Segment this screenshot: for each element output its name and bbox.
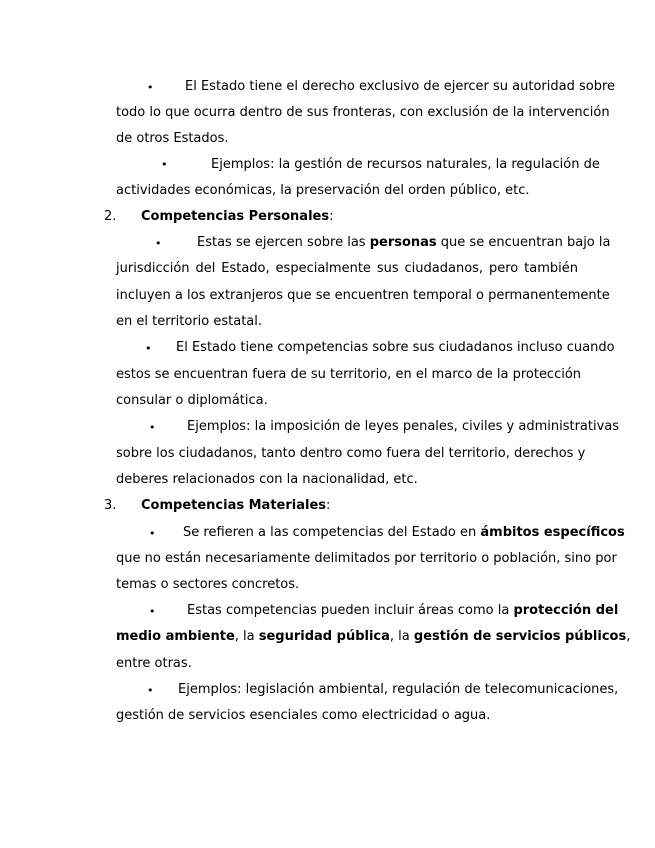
- paragraph-line: consular o diplomática.: [116, 393, 268, 408]
- bullet-marker: •: [155, 237, 162, 250]
- bullet-marker: •: [149, 605, 156, 618]
- text-run: , la: [234, 629, 259, 644]
- text-run: ,: [626, 629, 631, 644]
- bullet-marker: •: [161, 158, 168, 171]
- paragraph-line: [116, 629, 631, 645]
- bold-term: gestión de servicios públicos: [413, 629, 627, 644]
- bold-term: personas: [369, 235, 437, 250]
- text-run: , la: [389, 629, 414, 644]
- text-run: Se refieren a las competencias del Estado en: [183, 525, 481, 540]
- paragraph-line: entre otras.: [116, 656, 192, 671]
- paragraph-line: de otros Estados.: [116, 131, 229, 146]
- paragraph-line: deberes relacionados con la nacionalidad, etc.: [116, 472, 418, 487]
- bold-term: protección del: [513, 603, 619, 618]
- bullet-marker: •: [149, 527, 156, 540]
- paragraph-line: temas o sectores concretos.: [116, 577, 300, 592]
- paragraph-line: todo lo que ocurra dentro de sus fronteras, con exclusión de la intervención: [116, 105, 610, 120]
- text-run: Estas competencias pueden incluir áreas como la: [187, 603, 514, 618]
- bullet-marker: •: [147, 684, 154, 697]
- paragraph-line: Ejemplos: legislación ambiental, regulación de telecomunicaciones,: [178, 682, 619, 697]
- bold-term: medio ambiente: [116, 629, 235, 644]
- paragraph-line: [197, 235, 611, 251]
- paragraph-line: estos se encuentran fuera de su territorio, en el marco de la protección: [116, 367, 582, 382]
- paragraph-line: [183, 525, 625, 541]
- list-number: 2.: [104, 209, 117, 224]
- paragraph-line: Ejemplos: la gestión de recursos naturales, la regulación de: [211, 157, 600, 172]
- section-title: Competencias Personales: [141, 209, 330, 224]
- paragraph-line: Ejemplos: la imposición de leyes penales, civiles y administrativas: [187, 419, 620, 434]
- heading-colon: :: [329, 209, 334, 224]
- bullet-marker: •: [147, 81, 154, 94]
- paragraph-line: [187, 603, 619, 619]
- bold-term: ámbitos específicos: [480, 525, 625, 540]
- paragraph-line: El Estado tiene el derecho exclusivo de ejercer su autoridad sobre: [185, 79, 616, 94]
- text-run: Estas se ejercen sobre las: [197, 235, 370, 250]
- paragraph-line: gestión de servicios esenciales como electricidad o agua.: [116, 708, 491, 723]
- paragraph-line: jurisdicción del Estado, especialmente sus ciudadanos, pero también: [116, 261, 578, 276]
- text-run: que se encuentran bajo la: [436, 235, 611, 250]
- paragraph-line: actividades económicas, la preservación del orden público, etc.: [116, 183, 530, 198]
- paragraph-line: que no están necesariamente delimitados por territorio o población, sino por: [116, 551, 617, 566]
- paragraph-line: El Estado tiene competencias sobre sus ciudadanos incluso cuando: [176, 340, 615, 355]
- list-number: 3.: [104, 498, 117, 513]
- heading-colon: :: [326, 498, 331, 513]
- paragraph-line: incluyen a los extranjeros que se encuentren temporal o permanentemente: [116, 288, 610, 303]
- section-heading: [141, 498, 330, 514]
- paragraph-line: sobre los ciudadanos, tanto dentro como fuera del territorio, derechos y: [116, 446, 586, 461]
- bold-term: seguridad pública: [258, 629, 390, 644]
- section-title: Competencias Materiales: [141, 498, 327, 513]
- bullet-marker: •: [145, 342, 152, 355]
- paragraph-line: en el territorio estatal.: [116, 314, 263, 329]
- bullet-marker: •: [149, 421, 156, 434]
- section-heading: [141, 209, 333, 225]
